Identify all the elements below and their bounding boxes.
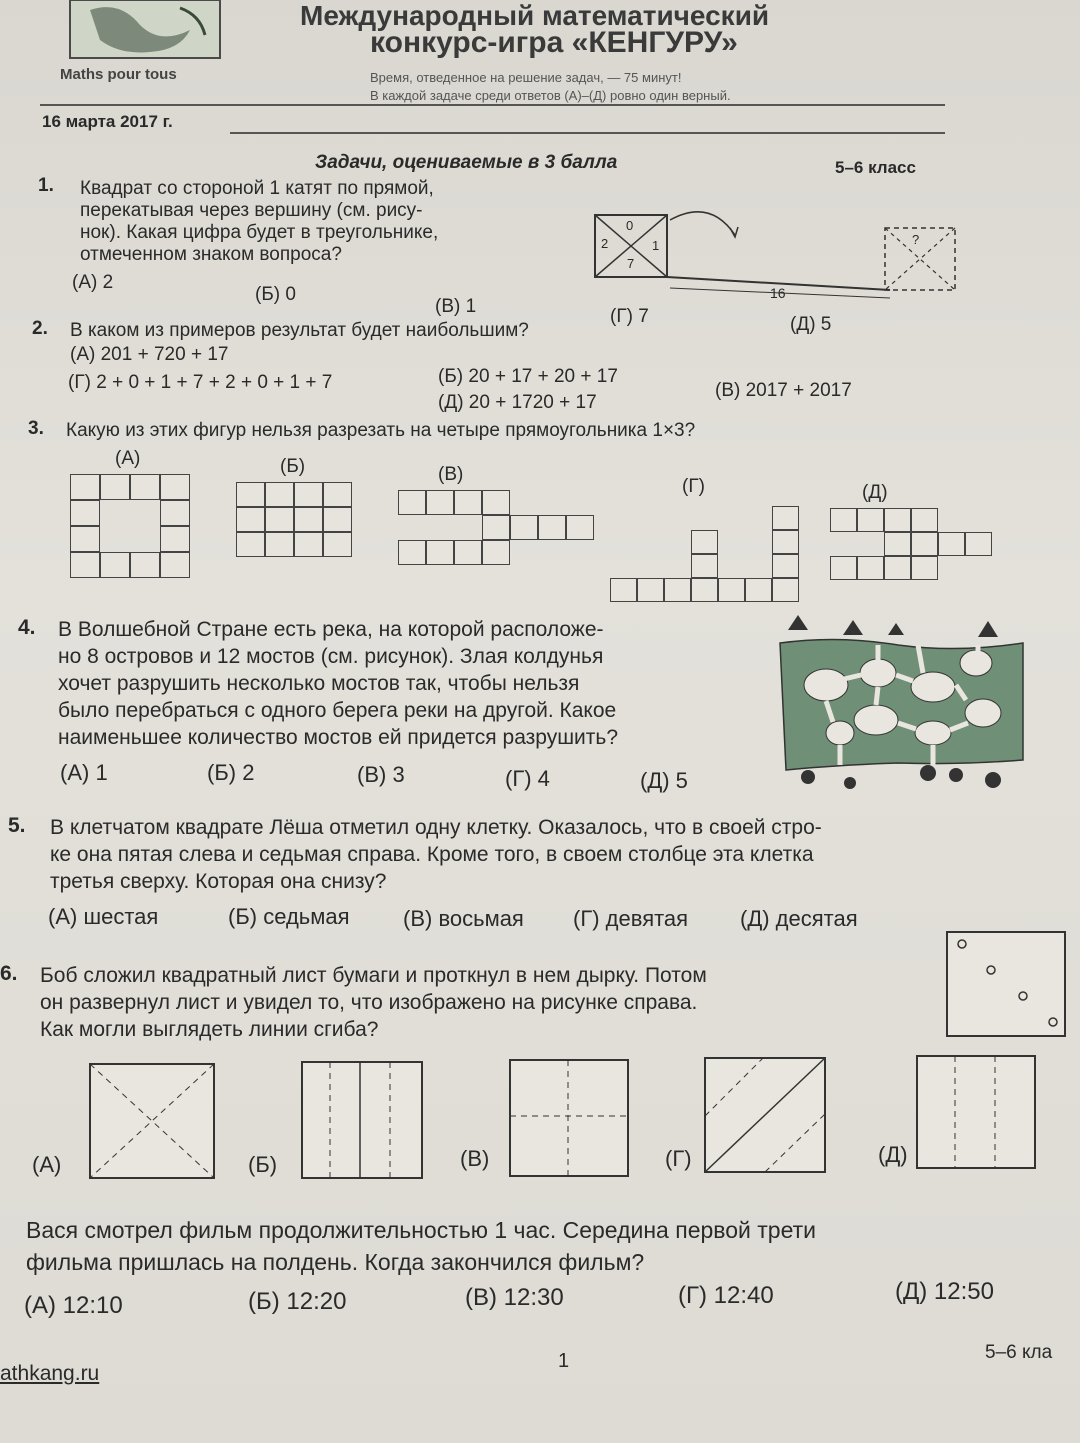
q2-answer-v: (В) 2017 + 2017 <box>715 380 852 401</box>
q3-figure-v <box>398 490 594 565</box>
q4-line: наименьшее количество мостов ей придется разрушить? <box>58 726 619 749</box>
q1-answer-v: (В) 1 <box>435 296 477 317</box>
q1-fig-right: 1 <box>652 238 660 253</box>
header-rule <box>40 104 945 106</box>
q1-line: Квадрат со стороной 1 катят по прямой, <box>80 178 434 199</box>
kangaroo-logo-icon <box>30 0 230 70</box>
q7-answer-b: (Б) 12:20 <box>248 1288 347 1315</box>
q1-fig-left: 2 <box>601 236 609 251</box>
q2-number: 2. <box>32 318 48 339</box>
q6-line: он развернул лист и увидел то, что изображено на рисунке справа. <box>40 991 698 1014</box>
q3-label-a: (А) <box>115 448 141 469</box>
q1-fig-top: 0 <box>626 218 634 233</box>
q5-number: 5. <box>8 814 26 837</box>
section-title: Задачи, оцениваемые в 3 балла <box>315 152 618 173</box>
q6-label-v: (В) <box>460 1146 490 1171</box>
q4-answer-a: (А) 1 <box>60 760 108 785</box>
date: 16 марта 2017 г. <box>42 112 173 131</box>
footer-grade: 5–6 кла <box>985 1342 1053 1363</box>
q2-answer-g: (Г) 2 + 0 + 1 + 7 + 2 + 0 + 1 + 7 <box>68 372 333 393</box>
q7-answer-d: (Д) 12:50 <box>895 1278 994 1305</box>
footer-page-number: 1 <box>558 1350 570 1372</box>
q6-number: 6. <box>0 962 18 985</box>
q1-text <box>80 178 438 266</box>
q3-label-d: (Д) <box>862 482 888 503</box>
q5-answer-d: (Д) десятая <box>740 906 858 931</box>
q6-line: Как могли выглядеть линии сгиба? <box>40 1018 379 1041</box>
q6-option-v-figure <box>508 1058 633 1178</box>
q4-line: но 8 островов и 12 мостов (см. рисунок). Злая колдунья <box>58 645 604 668</box>
q2-text: В каком из примеров результат будет наибольшим? <box>70 320 529 341</box>
q3-label-g: (Г) <box>682 476 705 497</box>
q3-text: Какую из этих фигур нельзя разрезать на четыре прямоугольника 1×3? <box>66 420 696 441</box>
q7-answer-a: (А) 12:10 <box>24 1292 123 1319</box>
q5-text <box>50 814 822 895</box>
q3-figure-g <box>610 506 799 602</box>
q2-answer-b: (Б) 20 + 17 + 20 + 17 <box>438 366 618 387</box>
q4-answer-v: (В) 3 <box>357 762 405 787</box>
q1-number: 1. <box>38 175 54 196</box>
logo-text: Maths pour tous <box>60 66 177 83</box>
answer-note: В каждой задаче среди ответов (А)–(Д) ровно один верный. <box>370 88 731 103</box>
q5-answer-v: (В) восьмая <box>403 906 524 931</box>
footer-site: athkang.ru <box>0 1362 100 1385</box>
q6-line: Боб сложил квадратный лист бумаги и проткнул в нем дырку. Потом <box>40 964 707 987</box>
q6-option-d-figure <box>915 1054 1040 1174</box>
q1-answer-b: (Б) 0 <box>255 284 296 305</box>
q1-answer-d: (Д) 5 <box>790 314 832 335</box>
q1-answer-g: (Г) 7 <box>610 306 649 327</box>
q3-figure-a <box>70 474 190 578</box>
q1-fig-bottom: 7 <box>627 256 635 271</box>
q6-label-a: (А) <box>32 1152 62 1177</box>
q7-line: Вася смотрел фильм продолжительностью 1 час. Середина первой трети <box>26 1217 816 1243</box>
q4-answer-b: (Б) 2 <box>207 760 255 785</box>
q6-punched-sheet-figure <box>945 930 1070 1040</box>
q4-line: было перебраться с одного берега реки на другой. Какое <box>58 699 617 722</box>
q3-label-v: (В) <box>438 464 464 485</box>
q5-line: третья сверху. Которая она снизу? <box>50 870 387 893</box>
q6-option-b-figure <box>300 1060 425 1180</box>
time-note: Время, отведенное на решение задач, — 75 минут! <box>370 70 682 85</box>
q6-label-d: (Д) <box>878 1142 908 1167</box>
q4-answer-d: (Д) 5 <box>640 768 688 793</box>
q2-answer-d: (Д) 20 + 1720 + 17 <box>438 392 597 413</box>
q1-fig-distance: 16 <box>770 285 786 301</box>
q7-answer-g: (Г) 12:40 <box>678 1282 774 1309</box>
q5-answer-b: (Б) седьмая <box>228 904 350 929</box>
q4-text <box>58 616 618 751</box>
q6-text <box>40 962 707 1043</box>
q6-label-b: (Б) <box>248 1152 278 1177</box>
q7-answer-v: (В) 12:30 <box>465 1284 564 1311</box>
q1-line: нок). Какая цифра будет в треугольнике, <box>80 222 439 243</box>
q5-line: В клетчатом квадрате Лёша отметил одну клетку. Оказалось, что в своей стро- <box>50 816 822 839</box>
q4-answer-g: (Г) 4 <box>505 766 550 791</box>
header-rule-2 <box>230 132 945 134</box>
q5-answer-a: (А) шестая <box>48 904 159 929</box>
q4-line: хочет разрушить несколько мостов так, чтобы нельзя <box>58 672 580 695</box>
q7-text <box>26 1214 816 1278</box>
q6-label-g: (Г) <box>665 1146 692 1171</box>
q1-answer-a: (А) 2 <box>72 272 114 293</box>
q4-river-islands-figure <box>778 615 1028 795</box>
q2-answer-a: (А) 201 + 720 + 17 <box>70 344 229 365</box>
q1-line: отмеченном знаком вопроса? <box>80 244 342 265</box>
q3-figure-d <box>830 508 992 580</box>
q6-option-g-figure <box>703 1056 828 1176</box>
q5-line: ке она пятая слева и седьмая справа. Кроме того, в своем столбце эта клетка <box>50 843 814 866</box>
q6-option-a-figure <box>88 1062 218 1182</box>
grade-label: 5–6 класс <box>835 158 916 177</box>
q5-answer-g: (Г) девятая <box>573 906 689 931</box>
q1-fig-mark: ? <box>912 232 920 247</box>
q3-number: 3. <box>28 418 44 439</box>
q3-figure-b <box>236 482 352 557</box>
q3-label-b: (Б) <box>280 456 306 477</box>
q7-line: фильма пришлась на полдень. Когда закончился фильм? <box>26 1249 645 1275</box>
q4-number: 4. <box>18 616 36 639</box>
title-line-1: Международный математический <box>300 0 770 31</box>
q1-line: перекатывая через вершину (см. рису- <box>80 200 423 221</box>
q4-line: В Волшебной Стране есть река, на которой расположе- <box>58 618 604 641</box>
title-line-2: конкурс-игра «КЕНГУРУ» <box>370 26 738 59</box>
